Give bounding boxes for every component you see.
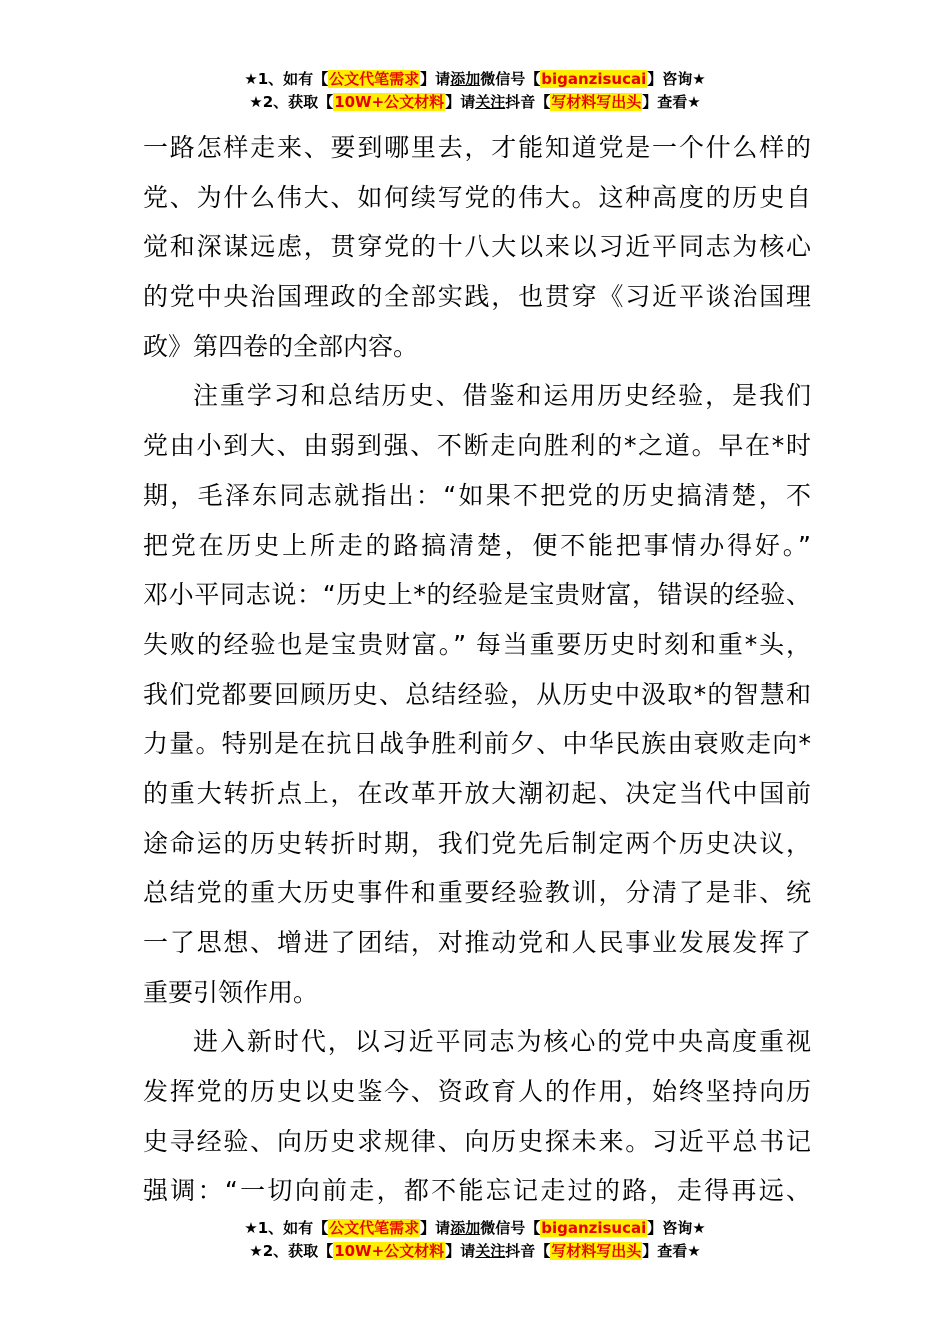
text-line: 途命运的历史转折时期，我们党先后制定两个历史决议，	[143, 828, 811, 858]
banner-highlight: 写材料写出头	[551, 93, 642, 111]
text-line: 我们党都要回顾历史、总结经验，从历史中汲取*的智慧和	[143, 679, 811, 709]
footer-banner	[0, 1217, 950, 1263]
text-line: 力量。特别是在抗日战争胜利前夕、中华民族由衰败走向*	[143, 729, 811, 759]
document-body	[143, 123, 811, 1216]
banner-highlight: biganzisucai	[541, 1219, 647, 1237]
text-line: 期，毛泽东同志就指出：“如果不把党的历史搞清楚，不	[143, 480, 811, 510]
banner-line-2: ★2、获取【10W+公文材料】请关注抖音【写材料写出头】查看★	[249, 1242, 701, 1260]
text-line: 注重学习和总结历史、借鉴和运用历史经验，是我们	[193, 381, 811, 411]
banner-highlight: 公文代笔需求	[329, 1219, 420, 1237]
text-line: 邓小平同志说：“历史上*的经验是宝贵财富，错误的经验、	[143, 580, 811, 610]
text-line: 觉和深谋远虑，贯穿党的十八大以来以习近平同志为核心	[143, 232, 811, 262]
banner-highlight: 10W+公文材料	[334, 93, 445, 111]
text-line: 史寻经验、向历史求规律、向历史探未来。习近平总书记	[143, 1126, 811, 1156]
banner-highlight: 写材料写出头	[551, 1242, 642, 1260]
header-banner	[0, 68, 950, 114]
text-line: 政》第四卷的全部内容。	[143, 331, 419, 361]
banner-highlight: 公文代笔需求	[329, 70, 420, 88]
text-line: 党、为什么伟大、如何续写党的伟大。这种高度的历史自	[143, 182, 811, 212]
text-line: 一路怎样走来、要到哪里去，才能知道党是一个什么样的	[143, 133, 811, 162]
text-line: 把党在历史上所走的路搞清楚，便不能把事情办得好。”	[143, 530, 811, 560]
banner-line-2: ★2、获取【10W+公文材料】请关注抖音【写材料写出头】查看★	[249, 93, 701, 111]
text-line: 进入新时代，以习近平同志为核心的党中央高度重视	[193, 1027, 811, 1057]
text-line: 发挥党的历史以史鉴今、资政育人的作用，始终坚持向历	[143, 1077, 811, 1107]
text-line: 总结党的重大历史事件和重要经验教训，分清了是非、统	[143, 878, 811, 908]
text-line: 一了思想、增进了团结，对推动党和人民事业发展发挥了	[143, 928, 811, 957]
text-line: 失败的经验也是宝贵财富。” 每当重要历史时刻和重*头，	[143, 629, 811, 659]
banner-line-1: ★1、如有【公文代笔需求】请添加微信号【biganzisucai】咨询★	[244, 1219, 706, 1237]
banner-highlight: 10W+公文材料	[334, 1242, 445, 1260]
text-line: 的重大转折点上，在改革开放大潮初起、决定当代中国前	[143, 778, 811, 808]
text-line: 重要引领作用。	[143, 977, 319, 1007]
text-line: 强调：“一切向前走，都不能忘记走过的路，走得再远、	[143, 1176, 811, 1206]
banner-highlight: biganzisucai	[541, 70, 647, 88]
text-line: 的党中央治国理政的全部实践，也贯穿《习近平谈治国理	[143, 282, 811, 312]
banner-line-1: ★1、如有【公文代笔需求】请添加微信号【biganzisucai】咨询★	[244, 70, 706, 88]
text-line: 党由小到大、由弱到强、不断走向胜利的*之道。早在*时	[143, 431, 811, 461]
